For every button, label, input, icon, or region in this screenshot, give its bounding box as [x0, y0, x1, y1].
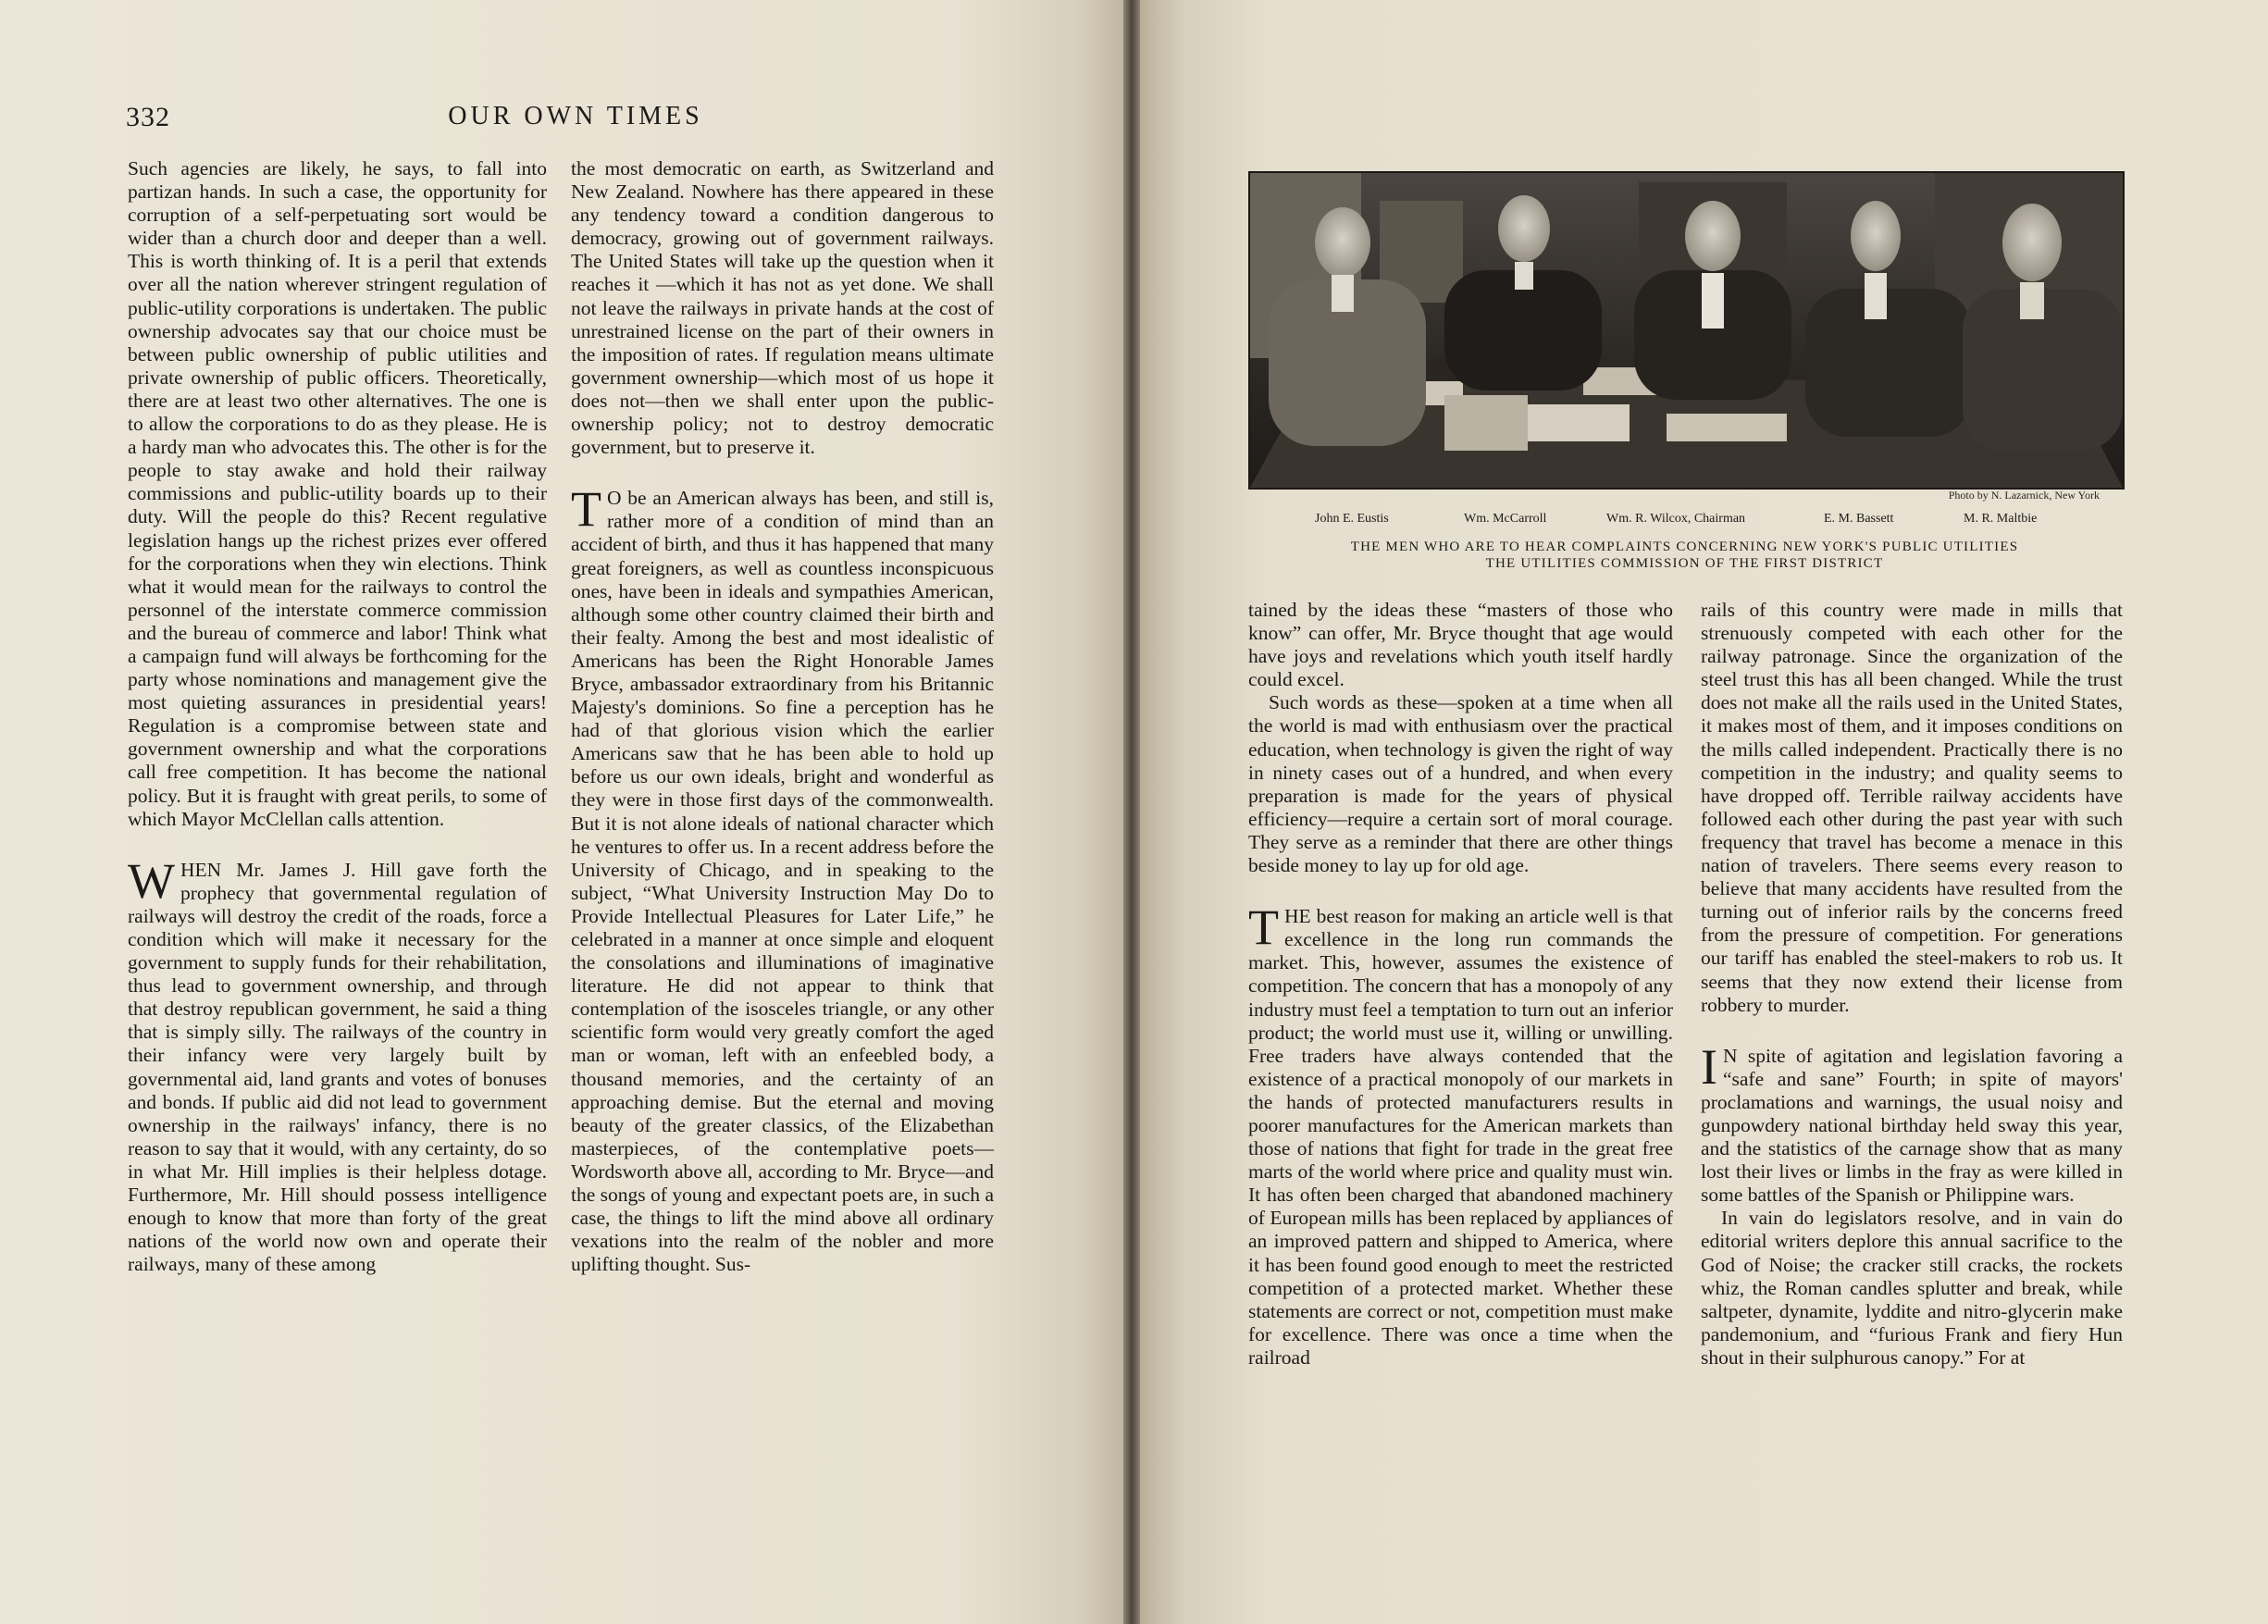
paragraph: the most democratic on earth, as Switzerland and New Zealand. Nowhere has there appeared in these any tendency toward a condition dangerous to democracy, growing out of government railways. The United States will take up the question when it reaches it —which it has not as yet done. We shall not leave the railways in private hands at the cost of unrestrained license on the part of their owners in the imposition of rates. If regulation means ultimate government ownership—which most of us hope it does not—then we shall enter upon the public-ownership policy; not to destroy democratic government, but to preserve it.	[571, 157, 994, 459]
photograph-image	[1250, 173, 2123, 488]
right-column-2	[1701, 599, 2123, 1370]
caption-name: Wm. R. Wilcox, Chairman	[1606, 512, 1746, 526]
paragraph-drop	[1701, 1038, 2123, 1208]
paragraph: tained by the ideas these “masters of those who know” can offer, Mr. Bryce thought that age would have joys and revelations which youth itself hardly could excel.	[1248, 599, 1673, 691]
caption-name: John E. Eustis	[1315, 512, 1389, 526]
commission-photograph	[1248, 171, 2125, 490]
left-page	[0, 0, 1123, 1624]
book-gutter	[1123, 0, 1140, 1624]
paragraph: rails of this country were made in mills that strenuously competed with each other for the railway patronage. Since the organization of the steel trust this has all been changed. While the trust does not make all the rails used in the United States, it makes most of them, and it imposes conditions on the mills called independent. Practically there is no competition in the industry; and quality seems to have dropped off. Terrible railway accidents have followed each other during the past year with such frequency that travel has become a menace in this nation of travelers. There seems every reason to believe that many accidents have resulted from the turning out of inferior rails by the concerns freed from the pressure of competition. For generations our tariff has enabled the steel-makers to rob us. It seems that they now extend their license from robbery to murder.	[1701, 599, 2123, 1016]
paragraph-text: HEN Mr. James J. Hill gave forth the prophecy that governmental regulation of railways will destroy the credit of the roads, force a condition which will make it necessary for the government to supply funds for their rehabilitation, thus lead to government ownership, and through that destroy republican government, he said a thing that is simply silly. The railways of the country in their infancy were very largely built by governmental aid, land grants and votes of bonuses and bonds. If public aid did not lead to government ownership in the railways' infancy, there is no reason to say that it would, with any certainty, do so in what Mr. Hill implies is their helpless dotage. Furthermore, Mr. Hill should possess intelligence enough to know that more than forty of the great nations of the world now own and operate their railways, many of these among	[128, 858, 547, 1276]
drop-cap: T	[1248, 899, 1279, 956]
photo-caption-line-1: THE MEN WHO ARE TO HEAR COMPLAINTS CONCERNING NEW YORK'S PUBLIC UTILITIES	[1350, 539, 2019, 554]
paragraph: In vain do legislators resolve, and in vain do editorial writers deplore this annual sacrifice to the God of Noise; the cracker still cracks, the rockets whiz, the Roman candles splutter and break, while saltpeter, dynamite, lyddite and nitro-glycerin make pandemonium, and “furious Frank and fiery Hun shout in their sulphurous canopy.” For at	[1701, 1207, 2123, 1369]
caption-name: Wm. McCarroll	[1464, 512, 1547, 526]
caption-names	[1248, 512, 2121, 530]
drop-cap: W	[128, 852, 175, 909]
page-number: 332	[126, 102, 170, 132]
left-column-1	[128, 157, 547, 1276]
caption-name: M. R. Maltbie	[1964, 512, 2038, 526]
paragraph: Such agencies are likely, he says, to fall into partizan hands. In such a case, the opportunity for corruption of a self-perpetuating sort would be wider than a church door and deeper than a well. This is worth thinking of. It is a peril that extends over all the nation wherever stringent regulation of public-utility corporations is undertaken. The public ownership advocates say that our choice must be between public ownership of public utilities and private ownership of public officers. Theoretically, there are at least two other alternatives. The one is to allow the corporations to do as they please. He is a hardy man who advocates this. The other is for the people to stay awake and hold their railway commissions and public-utility boards up to their duty. Will the people do this? Recent regulative legislation hangs up the richest prizes ever offered for the corporations when they win elections. Think what it would mean for the railways to control the personnel of the interstate commerce commission and the bureau of commerce and labor! Think what a campaign fund will always be forthcoming for the party whose nominations and management give the most quieting assurances in presidential years! Regulation is a compromise between state and government ownership and what the corporations call free competition. It has become the national policy. But it is fraught with great perils, to some of which Mayor McClellan calls attention.	[128, 157, 547, 830]
paragraph-text: HE best reason for making an article well is that excellence in the long run commands the market. This, however, assumes the existence of competition. The concern that has a monopoly of any industry must feel a temptation to turn out an inferior product; the world must use it, willing or unwilling. Free traders have always contended that the existence of a practical monopoly of our markets in the hands of protected manufacturers results in poorer manufactures for the American markets than those of nations that fight for trade in the great free marts of the world where price and quality must win. It has often been charged that abandoned machinery of European mills has been replaced by appliances of an improved pattern and shipped to America, where it has been found good enough to meet the restricted competition of a protected market. Whether these statements are correct or not, competition must make for excellence. There was once a time when the railroad	[1248, 905, 1673, 1369]
photo-credit: Photo by N. Lazarnick, New York	[1948, 489, 2100, 502]
right-column-1	[1248, 599, 1673, 1370]
left-column-2	[571, 157, 994, 1276]
paragraph-drop	[571, 481, 994, 1276]
paragraph: Such words as these—spoken at a time when all the world is mad with enthusiasm over the practical education, when technology is given the right of way in ninety cases out of a hundred, and when every preparation is made for the years of physical efficiency—require a certain sort of moral courage. They serve as a reminder that there are other things beside money to lay up for old age.	[1248, 691, 1673, 877]
caption-name: E. M. Bassett	[1824, 512, 1894, 526]
paragraph-drop	[128, 852, 547, 1277]
paragraph-text: O be an American always has been, and still is, rather more of a condition of mind than an accident of birth, and thus it has happened that many great foreigners, as well as countless inconspicuous ones, have been in ideals and sympathies American, although some other country claimed their birth and their fealty. Among the best and most idealistic of Americans has been the Right Honorable James Bryce, ambassador extraordinary from his Britannic Majesty's dominions. So fine a perception has he had of that glorious vision which the earlier Americans saw that he has been able to hold up before us our own ideals, bright and wonderful as they were in those first days of the commonwealth. But it is not alone ideals of national character which he ventures to offer us. In a recent address before the University of Chicago, and in speaking to the subject, “What University Instruction May Do to Provide Intellectual Pleasures for Later Life,” he celebrated in a manner at once simple and eloquent the consolations and illuminations of imaginative literature. He did not appear to think that contemplation of the isosceles triangle, or any other scientific form would very greatly comfort the aged man or woman, left with an enfeebled body, a thousand memories, and the certainty of an approaching demise. But the eternal and moving beauty of the greater classics, of the Elizabethan masterpieces, of the contemplative poets—Wordsworth above all, according to Mr. Bryce—and the songs of young and expectant poets are, in such a case, the things to lift the mind above all ordinary vexations into the realm of the nobler and more uplifting thought. Sus-	[571, 487, 994, 1276]
photo-caption-line-2: THE UTILITIES COMMISSION OF THE FIRST DISTRICT	[1485, 556, 1884, 571]
paragraph-text: N spite of agitation and legislation favoring a “safe and sane” Fourth; in spite of mayors' proclamations and warnings, the usual noisy and gunpowdery national birthday held sway this year, and the statistics of the carnage show that as many lost their lives or limbs in the fray as were killed in some battles of the Spanish or Philippine wars.	[1701, 1044, 2123, 1207]
paragraph-drop	[1248, 899, 1673, 1370]
drop-cap: I	[1701, 1038, 1717, 1095]
running-title: OUR OWN TIMES	[448, 102, 703, 130]
drop-cap: T	[571, 481, 601, 538]
